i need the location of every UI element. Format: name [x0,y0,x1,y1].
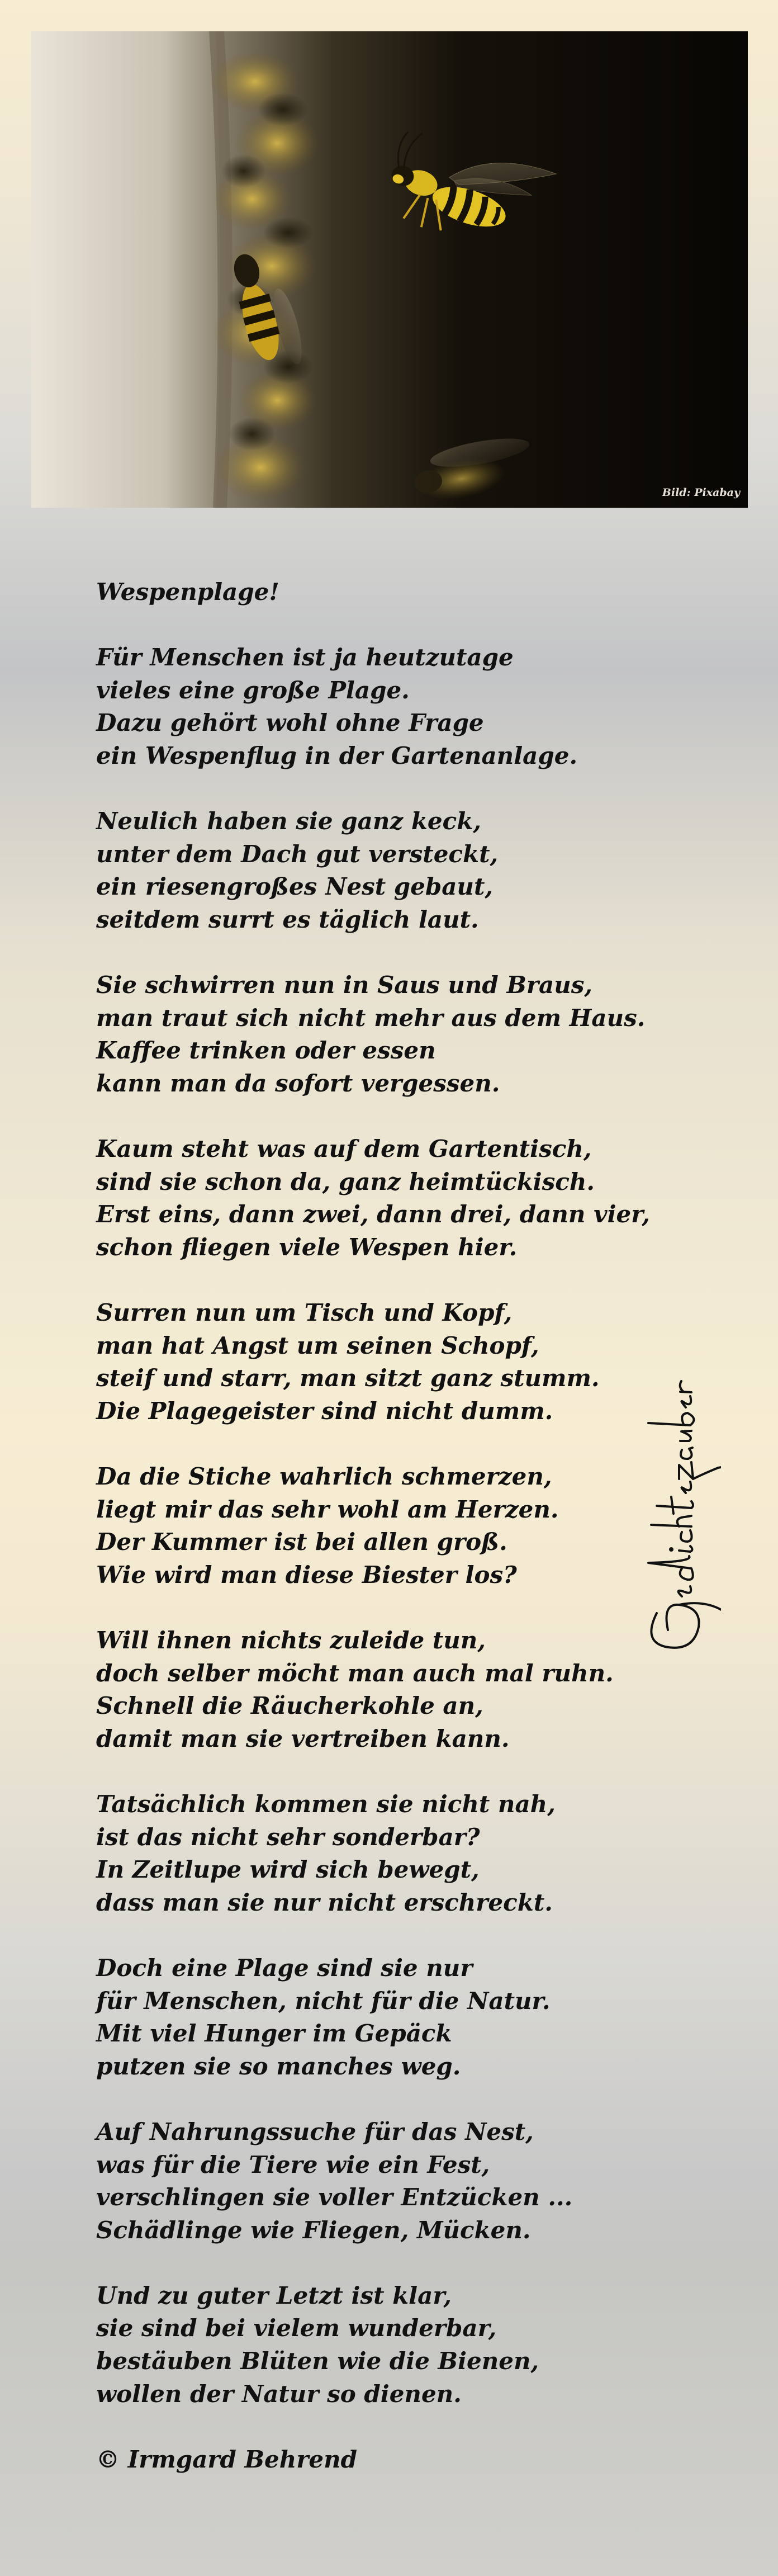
poem-stanza [96,1460,655,1591]
poem-line: Doch eine Plage sind sie nur [96,1954,473,1982]
poem-line: Und zu guter Letzt ist klar, [96,2281,452,2309]
poem-line: man traut sich nicht mehr aus dem Haus. [96,1004,646,1032]
signature-logo [643,1353,721,1655]
poem-stanza [96,2116,655,2247]
poem-line: Kaffee trinken oder essen [96,1037,436,1065]
poem-author: © Irmgard Behrend [96,2445,358,2473]
poem-line: Will ihnen nichts zuleide tun, [96,1627,486,1654]
poem-stanza [96,641,655,772]
poem-line: Kaum steht was auf dem Gartentisch, [96,1135,592,1163]
poem-line: verschlingen sie voller Entzücken ... [96,2183,573,2211]
poem-line: sie sind bei vielem wunderbar, [96,2314,497,2342]
poem-title: Wespenplage! [96,578,279,606]
poem-line: damit man sie vertreiben kann. [96,1724,510,1752]
poem-line: Tatsächlich kommen sie nicht nah, [96,1790,556,1818]
poem-line: Der Kummer ist bei allen groß. [96,1528,507,1556]
poem [96,576,655,2476]
poem-line: Auf Nahrungssuche für das Nest, [96,2117,534,2145]
poem-line: schon fliegen viele Wespen hier. [96,1233,518,1261]
poem-line: doch selber möcht man auch mal ruhn. [96,1659,614,1687]
poem-line: was für die Tiere wie ein Fest, [96,2150,490,2178]
poem-stanza [96,2280,655,2410]
poem-stanza [96,1133,655,1264]
poem-line: Für Menschen ist ja heutzutage [96,644,514,672]
poem-line: vieles eine große Plage. [96,676,410,704]
poem-stanza [96,1297,655,1428]
header-photo [31,31,748,508]
poem-line: Surren nun um Tisch und Kopf, [96,1299,513,1327]
poem-line: Wie wird man diese Biester los? [96,1561,517,1589]
poem-line: unter dem Dach gut versteckt, [96,840,499,868]
poem-line: für Menschen, nicht für die Natur. [96,1987,551,2015]
poem-line: seitdem surrt es täglich laut. [96,905,479,933]
poem-line: kann man da sofort vergessen. [96,1069,500,1097]
poem-line: man hat Angst um seinen Schopf, [96,1331,539,1359]
poem-stanzas [96,641,655,2410]
poem-line: Dazu gehört wohl ohne Frage [96,709,484,737]
poem-line: Die Plagegeister sind nicht dumm. [96,1397,553,1425]
poem-line: Mit viel Hunger im Gepäck [96,2020,452,2048]
poem-line: liegt mir das sehr wohl am Herzen. [96,1495,559,1523]
poem-line: Da die Stiche wahrlich schmerzen, [96,1463,552,1491]
poem-line: steif und starr, man sitzt ganz stumm. [96,1364,600,1392]
poem-line: sind sie schon da, ganz heimtückisch. [96,1168,595,1195]
poem-line: ein Wespenflug in der Gartenanlage. [96,741,578,769]
poem-stanza [96,1788,655,1919]
poem-line: dass man sie nur nicht erschreckt. [96,1888,553,1916]
poem-line: putzen sie so manches weg. [96,2052,461,2080]
poem-line: wollen der Natur so dienen. [96,2380,462,2408]
poem-stanza [96,1952,655,2083]
poem-stanza [96,1624,655,1755]
poem-line: bestäuben Blüten wie die Bienen, [96,2347,539,2375]
poem-line: Schnell die Räucherkohle an, [96,1692,483,1720]
poem-line: In Zeitlupe wird sich bewegt, [96,1856,480,1884]
poem-line: Sie schwirren nun in Saus und Braus, [96,971,593,999]
photo-credit: Bild: Pixabay [662,486,740,499]
poem-line: Neulich haben sie ganz keck, [96,807,481,835]
poem-stanza [96,805,655,936]
poem-line: Schädlinge wie Fliegen, Mücken. [96,2216,531,2244]
poem-stanza [96,969,655,1100]
poem-line: Erst eins, dann zwei, dann drei, dann vier, [96,1200,650,1228]
wasp-nest-image [31,31,748,508]
poem-line: ein riesengroßes Nest gebaut, [96,873,493,901]
handwritten-signature-image [643,1353,721,1655]
poem-line: ist das nicht sehr sonderbar? [96,1823,480,1851]
